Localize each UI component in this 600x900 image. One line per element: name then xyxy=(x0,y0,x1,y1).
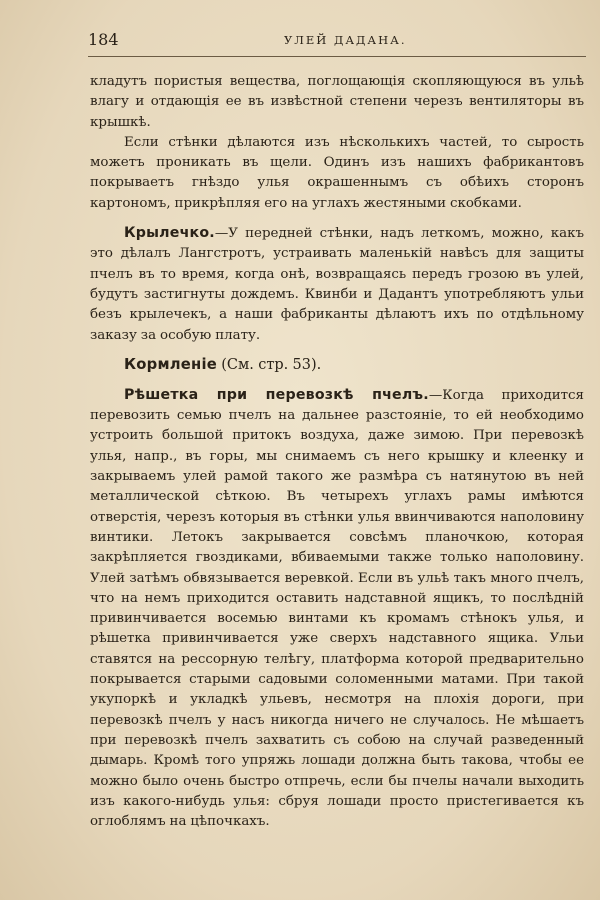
header-rule xyxy=(88,56,586,57)
paragraph-transport-grid xyxy=(90,385,584,833)
page-number: 184 xyxy=(88,30,119,49)
feeding-reference: (См. стр. 53). xyxy=(216,356,322,373)
page-body xyxy=(90,72,584,832)
paragraph-porch xyxy=(90,223,584,346)
paragraph-continuation: кладутъ пористыя вещества, поглощающія скопляющуюся въ ульѣ влагу и отдающія ее въ извѣстной степени черезъ вентиляторы въ крышкѣ. xyxy=(90,74,584,130)
paragraph-moisture: Если стѣнки дѣлаются изъ нѣсколькихъ частей, то сырость можетъ проникать въ щели. Одинъ изъ нашихъ фабрикантовъ покрываетъ гнѣздо улья окрашеннымъ съ обѣихъ сторонъ картономъ, прикрѣпляя его на углахъ жестяными скобками. xyxy=(90,134,584,211)
paragraph-feeding xyxy=(90,354,584,376)
heading-feeding: Кормленіе xyxy=(124,355,217,373)
heading-transport-grid: Рѣшетка при перевозкѣ пчелъ. xyxy=(124,386,429,403)
transport-grid-text: —Когда приходится перевозить семью пчелъ на дальнее разстояніе, то ей необходимо устроить большой притокъ воздуха, даже зимою. При перевозкѣ улья, напр., въ горы, мы снимаемъ съ него крышку и клеенку и закрываемъ улей рамой такого же размѣра съ натянутою въ ней металлической сѣткою. Въ четырехъ углахъ рамы имѣются отверстія, черезъ которыя въ стѣнки улья ввинчиваются наполовину винтики. Летокъ закрывается совсѣмъ планочкою, которая закрѣпляется гвоздиками, вбиваемыми также только наполовину. Улей затѣмъ обвязывается веревкой. Если въ ульѣ такъ много пчелъ, что на немъ приходится оставить надставной ящикъ, то послѣдній привинчивается восемью винтами къ кромамъ стѣнокъ улья, и рѣшетка привинчивается уже сверхъ надставного ящика. Ульи ставятся на рессорную телѣгу, платформа которой предварительно покрывается старыми садовыми соломенными матами. При такой укупоркѣ и укладкѣ ульевъ, несмотря на плохія дороги, при перевозкѣ пчелъ у насъ никогда ничего не случалось. Не мѣшаетъ при перевозкѣ пчелъ захватить съ собою на случай разведенный дымарь. Кромѣ того упряжь лошади должна быть такова, чтобы ее можно было очень быстро отпречь, если бы пчелы начали выходить изъ какого-нибудь улья: сбруя лошади просто пристегивается къ оглоблямъ на цѣпочкахъ. xyxy=(90,387,585,830)
heading-porch: Крылечко. xyxy=(124,225,215,242)
porch-text: —У передней стѣнки, надъ леткомъ, можно, какъ это дѣлалъ Лангстротъ, устраивать маленькій навѣсъ для защиты пчелъ въ то время, когда онѣ, возвращаясь передъ грозою въ улей, будутъ застигнуты дождемъ. Квинби и Дадантъ употребляютъ ульи безъ крылечекъ, а наши фабриканты дѣлаютъ ихъ по отдѣльному заказу за особую плату. xyxy=(90,226,584,343)
page-header xyxy=(88,30,586,52)
running-title: УЛЕЙ ДАДАНА. xyxy=(284,33,407,47)
